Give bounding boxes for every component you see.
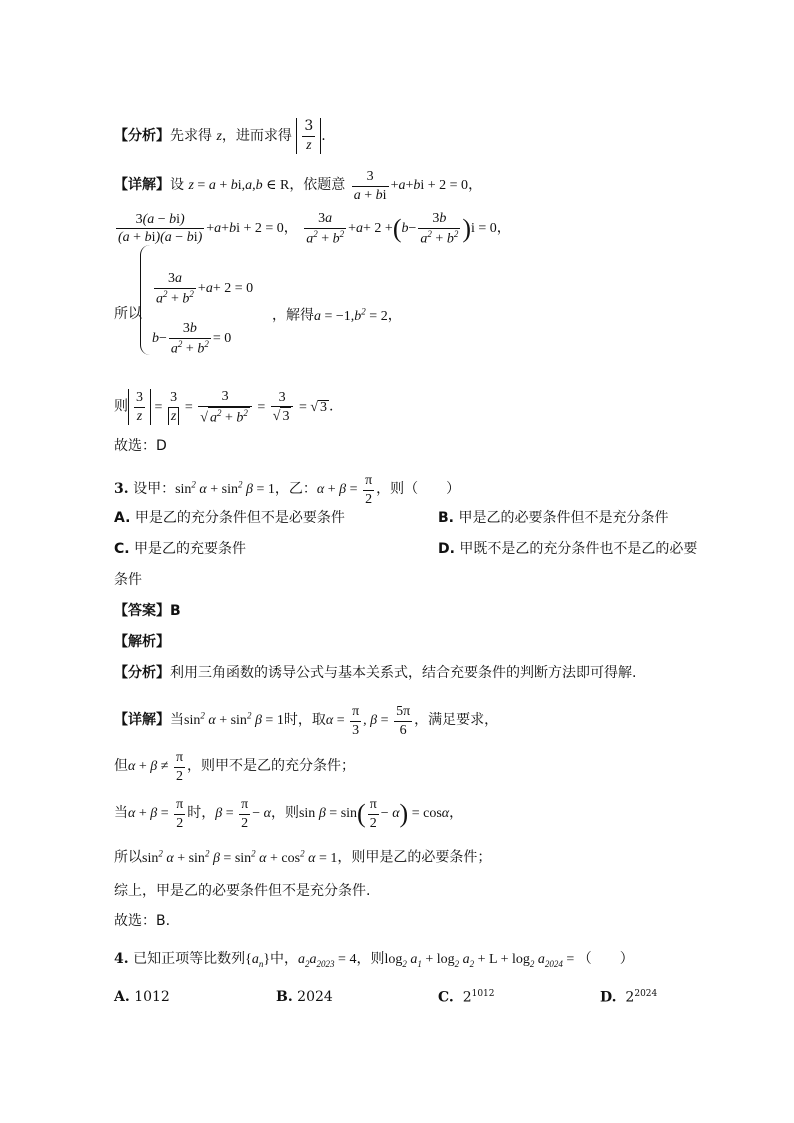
system-eq-2: b− $\frac{3b}{a^2 + b^2}$ = 0	[152, 321, 232, 357]
q4-option-b[interactable]: B. 2024	[276, 989, 333, 1005]
q3-stem-1: 设甲：	[133, 481, 176, 498]
math-abs-3-over-z: $\frac{3}{z}$	[296, 118, 321, 154]
choose-d: 故选：D	[114, 438, 167, 454]
q4-option-c[interactable]: C. $2^{1012}$	[438, 989, 495, 1006]
math-line-3: $\frac{3(a - bi)}{(a + bi)(a - bi)}$ +a+bi + 2 = 0， $\frac{3a}{a^2 + b^2}$ +a+ 2 +(b− $\frac{3b}{a^2 + b^2}$ )i = 0，	[114, 210, 511, 248]
q3-option-c[interactable]: C. 甲是乙的充要条件	[114, 541, 247, 557]
detail-line	[114, 168, 482, 204]
system-brace	[140, 245, 151, 355]
math-jia: $\sin^2 \alpha + \sin^2 \beta = 1$	[175, 479, 275, 498]
then-text: 则	[114, 398, 128, 415]
analysis-line	[114, 118, 326, 154]
q3-detail-2: 但α + β ≠ $\frac{\pi}{2}$ ，则甲不是乙的充分条件；	[114, 750, 356, 784]
math-solution: $a = -1,b^2 = 2$	[314, 306, 388, 324]
detail-text-2: ，依题意	[289, 177, 346, 194]
q3-stem	[114, 472, 460, 508]
q3-option-a[interactable]: A. 甲是乙的充分条件但不是必要条件	[114, 510, 345, 526]
period-5: .	[329, 398, 334, 415]
solve-text: ，解得	[272, 307, 314, 324]
q3-number: 3.	[114, 481, 129, 498]
math-z: z	[216, 129, 222, 144]
analysis-text-2: ，进而求得	[221, 128, 292, 144]
period: .	[321, 128, 326, 144]
analysis-text: 先求得	[170, 128, 212, 144]
q3-detail-5: 综上，甲是乙的必要条件但不是充分条件.	[114, 883, 371, 899]
analysis-tag: 【分析】	[114, 128, 170, 144]
math-z-def: z = a + bi,a,b ∈ R	[188, 178, 290, 194]
math-yi: α + β = $\frac{\pi}{2}$	[316, 473, 373, 507]
q4-option-a[interactable]: A. 1012	[114, 989, 170, 1005]
comma: ，	[468, 177, 483, 194]
system-label	[114, 307, 142, 321]
q4-stem: 4. 已知正项等比数列$\{a_n\}$中，$a_2a_{2023} = 4$，则$\log_2 a_1 + \log_2 a_2 + L + \log_2 a_{2024}$ = （ ）	[114, 951, 634, 969]
q3-stem-3: ，则（ ）	[376, 481, 461, 498]
q3-detail-1: 【详解】当$\sin^2 \alpha + \sin^2 \beta = 1$时，取α = $\frac{\pi}{3}$ , β = $\frac{5\pi}{6}$ ，满足要求，	[114, 704, 499, 738]
q4-number: 4.	[114, 951, 129, 967]
system-eq-1: $\frac{3a}{a^2 + b^2}$ +a+ 2 = 0	[156, 271, 254, 307]
comma-3: ，	[496, 220, 511, 237]
q3-analysis: 【分析】利用三角函数的诱导公式与基本关系式，结合充要条件的判断方法即可得解.	[114, 665, 637, 681]
solve-line	[272, 307, 402, 324]
detail-text: 设	[170, 177, 184, 194]
q3-detail-3: 当α + β = $\frac{\pi}{2}$ 时，β = $\frac{\pi}{2}$ − α，则sin β = sin( $\frac{\pi}{2}$ − α) = cosα，	[114, 797, 464, 831]
math-result: $\frac{3}{z}$ = $\frac{3}{z}$ = $\frac{3}{√ a^2 + b^2}$ = $\frac{3}{√ 3}$ = √ 3	[128, 400, 329, 415]
detail-tag: 【详解】	[114, 177, 170, 194]
q3-answer: 【答案】B	[114, 603, 181, 619]
q3-detail-4: 所以$\sin^2 \alpha + \sin^2 \beta = \sin^2 \alpha + \cos^2 \alpha = 1$，则甲是乙的必要条件；	[114, 848, 492, 866]
comma-4: ，	[387, 307, 402, 324]
q3-option-b[interactable]: B. 甲是乙的必要条件但不是充分条件	[438, 510, 669, 526]
so-text: 所以	[114, 306, 142, 322]
q3-jiexi: 【解析】	[114, 634, 170, 650]
q3-choose: 故选：B.	[114, 913, 171, 929]
q4-option-d[interactable]: D. $2^{2024}$	[600, 989, 658, 1006]
math-equation-2: $\frac{3(a - bi)}{(a + bi)(a - bi)}$ +a+bi + 2 = 0	[118, 211, 284, 246]
q3-option-d[interactable]: D. 甲既不是乙的充分条件也不是乙的必要	[438, 541, 698, 557]
q3-stem-2: ，乙：	[274, 481, 317, 498]
math-equation-3: $\frac{3a}{a^2 + b^2}$ +a+ 2 +(b− $\frac{3b}{a^2 + b^2}$ )i = 0	[306, 211, 497, 247]
math-equation-1: $\frac{3}{a + bi}$ +a+bi + 2 = 0	[353, 169, 469, 203]
q3-option-d-cont: 条件	[114, 572, 142, 588]
math-line-5	[114, 388, 334, 427]
